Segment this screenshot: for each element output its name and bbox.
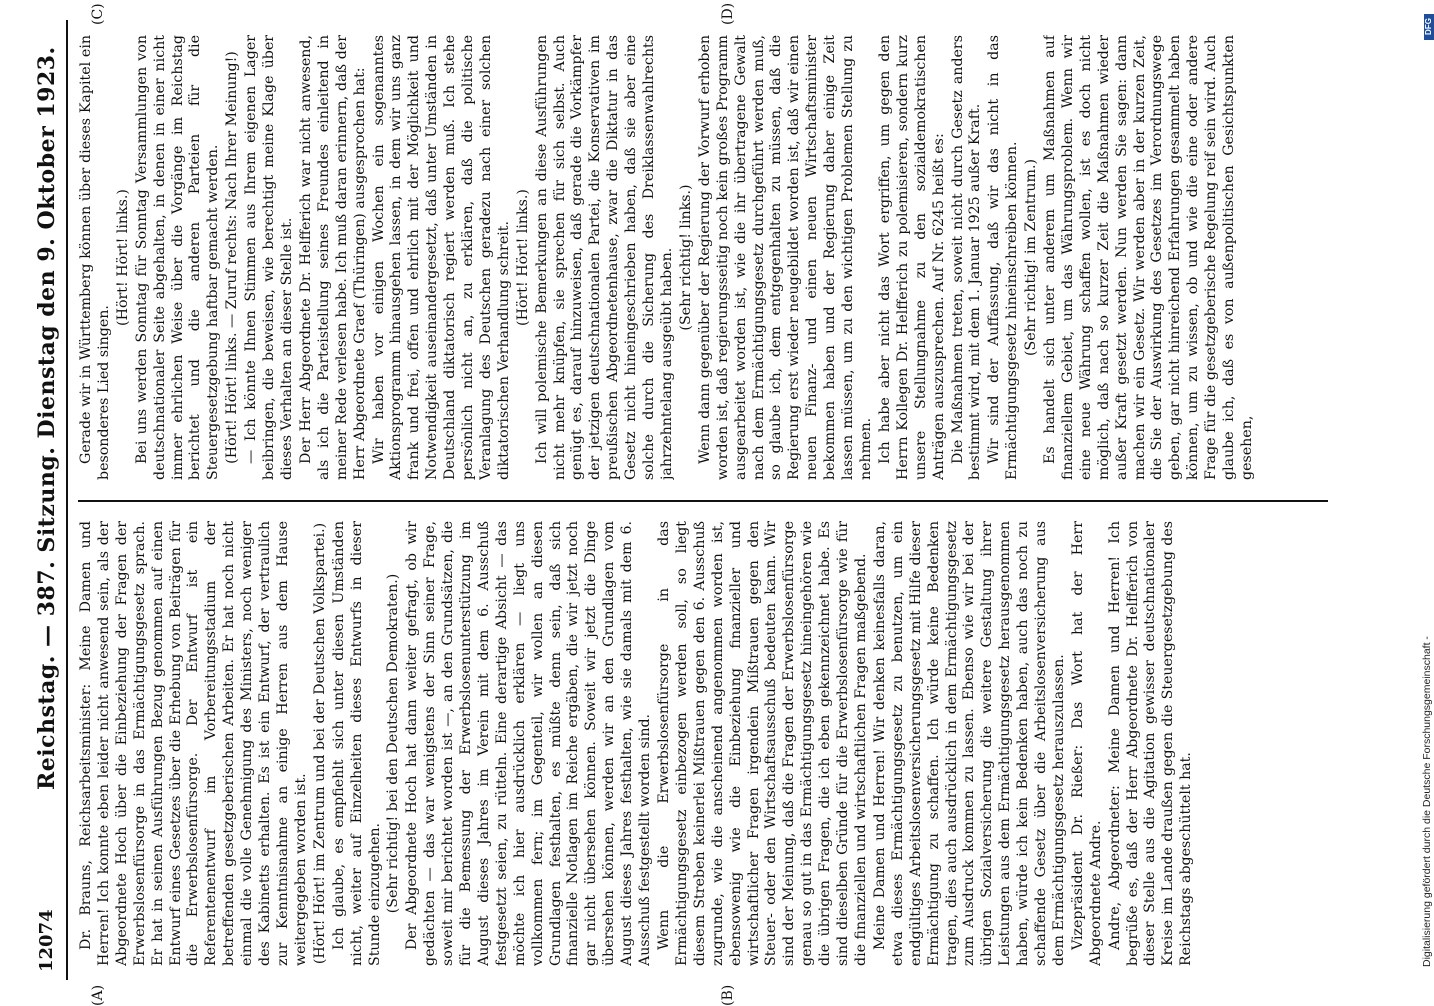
paragraph: Es handelt sich unter anderem um Maßnahmen auf finanziellem Gebiet, um das Währungsproblem. Wenn wir eine neue Währung schaffen wollen, ist es doch nicht möglich, daß nach so kurzer Zeit die Maßnahmen wieder außer Kraft gesetzt werden. Nun werden Sie sagen: dann machen wir ein Gesetz. Wir werden aber in der kurzen Zeit, die Sie der Auswirkung des Gesetzes im Verordnungswege geben, gar nicht hinreichend Erfahrungen gesammelt haben können, um zu wissen, ob und wie die eine oder andere Frage für die gesetzgeberische Regelung reif sein wird. Auch glaube ich, daß es von außenpolitischen Gesichtspunkten gesehen,: [1042, 35, 1255, 480]
right-column: [78, 35, 1328, 480]
document-page: [30, 2, 1340, 1006]
speaker-announcement: Vizepräsident Dr. Rießer: Das Wort hat der Herr Abgeordnete Andre.: [1069, 521, 1104, 966]
page-header: [30, 20, 68, 980]
paragraph: Gerade wir in Württemberg können über dieses Kapitel ein besonderes Lied singen.: [78, 35, 112, 480]
interjection: (Sehr richtig! im Zentrum.): [1023, 158, 1040, 357]
interjection: (Sehr richtig! links.): [677, 184, 694, 331]
paragraph: Der Abgeordnete Hoch hat dann weiter gefragt, ob wir gedächten — das war wenigstens der Sinn seiner Frage, soweit mir berichtet worden ist —, an den Grundsätzen, die für die Bemessung der Erwerbslosenunterstützung im August dieses Jahres im Verein mit dem 6. Ausschuß festgesetzt seien, zu rütteln. Eine derartige Absicht — das möchte ich hier ausdrücklich erklären — liegt uns vollkommen fern; im Gegenteil, wir wollen an diesen Grundlagen festhalten, es müßte denn sein, daß sich finanzielle Notlagen im Reiche ergäben, die wir jetzt noch gar nicht übersehen können. Soweit wir jetzt die Dinge übersehen können, werden wir an den Grundlagen vom August dieses Jahres festhalten, wie sie damals mit dem 6. Ausschuß festgestellt worden sind.: [404, 521, 654, 966]
margin-marker-a: (A): [90, 984, 106, 1006]
page-number: 12074: [36, 909, 57, 972]
paragraph: Bei uns werden Sonntag für Sonntag Versammlungen von deutschnationaler Seite abgehalten, in denen in einer nicht immer ehrlichen Weise über die Vorgänge im Reichstag berichtet und die anderen Parteien für die Steuergesetzgebung haftbar gemacht werden.: [133, 35, 222, 480]
page-title: Reichstag. — 387. Sitzung. Dienstag den 9. Oktober 1923.: [34, 46, 60, 790]
margin-marker-d: (D): [720, 2, 736, 25]
margin-marker-b: (B): [720, 984, 736, 1006]
paragraph: Wenn dann gegenüber der Regierung der Vorwurf erhoben worden ist, daß regierungsseitig noch kein großes Programm ausgearbeitet worden ist, wie die ihr übertragene Gewalt nach dem Ermächtigungsgesetz durchgeführt werden muß, so glaube ich, dem entgegenhalten zu müssen, daß die Regierung erst wieder neugebildet worden ist, daß wir einen neuen Finanz- und einen neuen Wirtschaftsminister bekommen haben und der Regierung daher einige Zeit lassen müssen, um zu den wichtigen Problemen Stellung zu nehmen.: [696, 35, 874, 480]
paragraph: Wenn die Erwerbslosenfürsorge in das Ermächtigungsgesetz einbezogen werden soll, so liegt diesem Streben keinerlei Mißtrauen gegen den 6. Ausschuß zugrunde, wie die anscheinend angenommen worden ist, ebensowenig wie die Einbeziehung finanzieller und wirtschaftlicher Fragen irgendein Mißtrauen gegen den Steuer- oder den Wirtschaftsausschuß bedeuten kann. Wir sind der Meinung, daß die Fragen der Erwerbslosenfürsorge genau so gut in das Ermächtigungsgesetz hineingehören wie die übrigen Fragen, die ich eben gekennzeichnet habe. Es sind dieselben Gründe für die Erwerbslosenfürsorge wie für die finanziellen und wirtschaftlichen Fragen maßgebend.: [656, 521, 869, 966]
paragraph: Ich habe aber nicht das Wort ergriffen, um gegen den Herrn Kollegen Dr. Helfferich zu polemisieren, sondern kurz unsere Stellungnahme zu den sozialdemokratischen Anträgen auszusprechen. Auf Nr. 6245 heißt es:: [876, 35, 947, 480]
column-divider: [78, 500, 1328, 502]
dfg-logo: DFG: [1424, 14, 1434, 40]
quotation: Wir haben vor einigen Wochen ein sogenanntes Aktionsprogramm hinausgehen lassen, in dem wir uns ganz frank und frei, offen und ehrlich mit der Möglichkeit und Notwendigkeit auseinandergesetzt, daß unter Umständen in Deutschland diktatorisch regiert werden muß. Ich stehe persönlich nicht an, zu erklären, daß die politische Veranlagung des Deutschen geradezu nach einer solchen diktatorischen Verhandlung schreit.: [370, 35, 512, 480]
paragraph: Meine Damen und Herren! Wir denken keinesfalls daran, etwa dieses Ermächtigungsgesetz zu benutzen, um ein endgültiges Arbeitslosenversicherungsgesetz mit Hilfe dieser Ermächtigung zu schaffen. Ich würde keine Bedenken tragen, dies auch ausdrücklich in dem Ermächtigungsgesetz zum Ausdruck kommen zu lassen. Ebenso wie wir bei der übrigen Sozialversicherung die weitere Gestaltung ihrer Leistungen aus dem Ermächtigungsgesetz herausgenommen haben, würde ich kein Bedenken haben, auch das noch zu schaffende Gesetz über die Arbeitslosenversicherung aus dem Ermächtigungsgesetz herauszulassen.: [871, 521, 1067, 966]
interjection: (Sehr richtig! bei den Deutschen Demokraten.): [385, 573, 402, 914]
interjection: (Hört! Hört! links.): [514, 189, 531, 326]
interjection: (Hört! Hört! im Zentrum und bei der Deutschen Volkspartei.): [311, 522, 328, 965]
digitization-note: Digitalisierung gefördert durch die Deutsche Forschungsgemeinschaft -: [1421, 636, 1433, 967]
paragraph: Dr. Brauns, Reichsarbeitsminister: Meine Damen und Herren! Ich konnte eben leider nicht anwesend sein, als der Abgeordnete Hoch über die Einbeziehung der Fragen der Erwerbslosenfürsorge in das Ermächtigungsgesetz sprach. Er hat in seinen Ausführungen Bezug genommen auf einen Entwurf eines Gesetzes über die Erhebung von Beiträgen für die Erwerbslosenfürsorge. Der Entwurf ist ein Referentenentwurf im Vorbereitungsstadium der betreffenden gesetzgeberischen Arbeiten. Er hat noch nicht einmal die volle Genehmigung des Ministers, noch weniger des Kabinetts erhalten. Es ist ein Entwurf, der vertraulich zur Kenntnisnahme an einige Herren aus dem Hause weitergegeben worden ist.: [78, 521, 309, 966]
dfg-sidebar: [1422, 6, 1434, 996]
left-column: [78, 521, 1328, 966]
quotation: Die Maßnahmen treten, soweit nicht durch Gesetz anders bestimmt wird, mit dem 1. Januar 1925 außer Kraft.: [949, 35, 984, 480]
paragraph: Andre, Abgeordneter: Meine Damen und Herren! Ich begrüße es, daß der Herr Abgeordnete Dr. Helfferich von dieser Stelle aus die Agitation gewisser deutschnationaler Kreise im Lande draußen gegen die Steuergesetzgebung des Reichstags abgeschüttelt hat.: [1106, 521, 1195, 966]
margin-marker-c: (C): [90, 3, 106, 25]
paragraph: Der Herr Abgeordnete Dr. Helfferich war nicht anwesend, als ich die Parteistellung seines Freundes einleitend in meiner Rede verlesen habe. Ich muß daran erinnern, daß der Herr Abgeordnete Graef (Thüringen) ausgesprochen hat:: [297, 35, 368, 480]
paragraph: Wir sind der Auffassung, daß wir das nicht in das Ermächtigungsgesetz hineinschreiben können.: [986, 35, 1021, 480]
interjection: (Hört! Hört! links. — Zuruf rechts: Nach Ihrer Meinung!): [224, 51, 241, 464]
interjection: (Hört! Hört! links.): [114, 189, 131, 326]
paragraph: Ich will polemische Bemerkungen an diese Ausführungen nicht mehr knüpfen, sie sprechen für sich selbst. Auch genügt es, darauf hinzuweisen, daß gerade die Vorkämpfer der jetzigen deutschnationalen Partei, die Konservativen im preußischen Abgeordnetenhause, zwar die Diktatur in das Gesetz nicht hineingeschrieben haben, daß sie aber eine solche durch die Sicherung des Dreiklassenwahlrechts jahrzehntelang ausgeübt haben.: [533, 35, 675, 480]
paragraph: — Ich könnte Ihnen Stimmen aus Ihrem eigenen Lager beibringen, die beweisen, wie berechtigt meine Klage über dieses Verhalten an dieser Stelle ist.: [243, 35, 295, 480]
paragraph: Ich glaube, es empfiehlt sich unter diesen Umständen nicht, weiter auf Einzelheiten dieses Entwurfs in dieser Stunde einzugehen.: [330, 521, 383, 966]
